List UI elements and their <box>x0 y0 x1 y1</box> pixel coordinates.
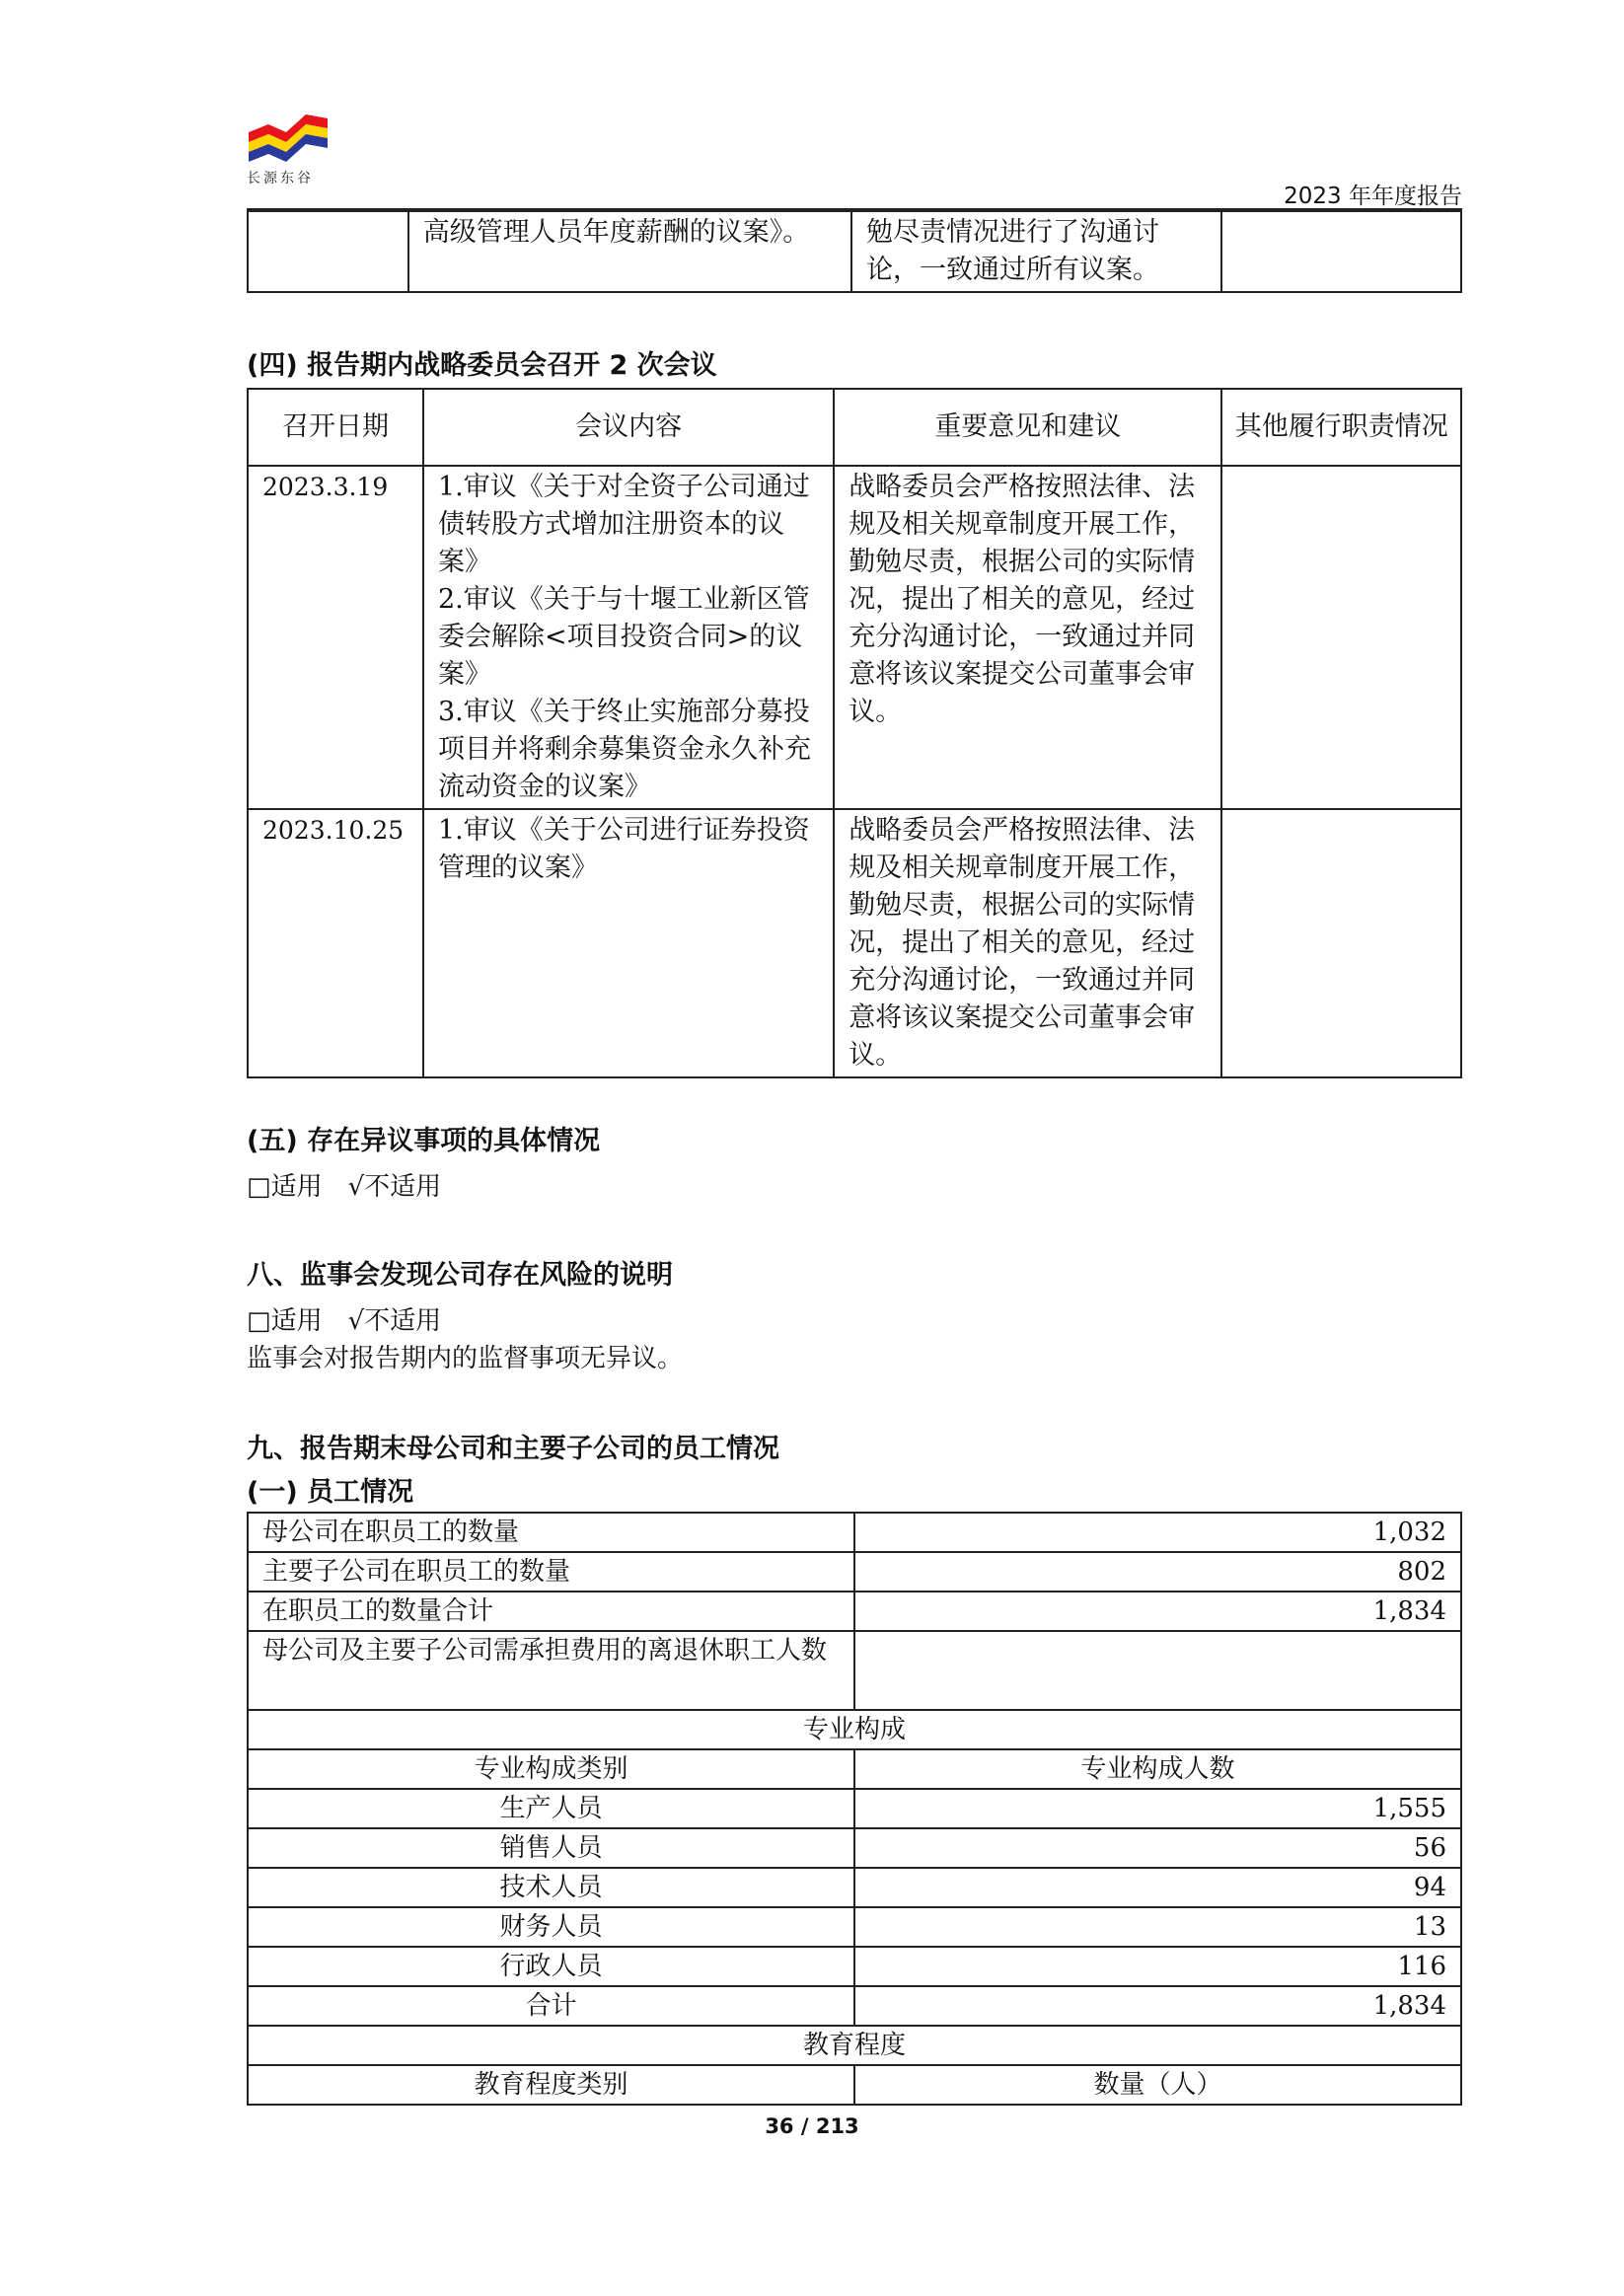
education-title: 教育程度 <box>248 2026 1461 2065</box>
supervisor-text: 监事会对报告期内的监督事项无异议。 <box>247 1344 684 1373</box>
column-header: 专业构成人数 <box>854 1749 1461 1789</box>
table-row <box>248 1592 1461 1631</box>
supervisor-heading: 八、监事会发现公司存在风险的说明 <box>247 1260 673 1291</box>
row-value: 1,032 <box>854 1513 1461 1552</box>
row-label: 生产人员 <box>248 1789 854 1828</box>
meeting-content: 1.审议《关于公司进行证券投资管理的议案》 <box>423 809 834 1077</box>
row-value: 94 <box>854 1868 1461 1907</box>
row-value: 116 <box>854 1947 1461 1986</box>
row-label: 主要子公司在职员工的数量 <box>248 1552 854 1592</box>
meeting-date: 2023.3.19 <box>248 466 423 809</box>
row-label: 财务人员 <box>248 1907 854 1947</box>
table-row <box>248 1907 1461 1947</box>
employee-heading: 九、报告期末母公司和主要子公司的员工情况 <box>247 1434 779 1464</box>
row-label: 在职员工的数量合计 <box>248 1592 854 1631</box>
table-header-row <box>248 389 1461 466</box>
table-row <box>248 1986 1461 2026</box>
objection-options: □适用 √不适用 <box>247 1172 442 1202</box>
professional-title: 专业构成 <box>248 1710 1461 1749</box>
table-row <box>248 1710 1461 1749</box>
table-row <box>248 1552 1461 1592</box>
meeting-opinion: 战略委员会严格按照法律、法规及相关规章制度开展工作，勤勉尽责，根据公司的实际情况，提出了相关的意见，经过充分沟通讨论，一致通过并同意将该议案提交公司董事会审议。 <box>834 466 1221 809</box>
column-header: 数量（人） <box>854 2065 1461 2105</box>
table-row <box>248 466 1461 809</box>
row-label: 销售人员 <box>248 1828 854 1868</box>
column-header: 其他履行职责情况 <box>1221 389 1461 466</box>
column-header: 教育程度类别 <box>248 2065 854 2105</box>
employee-table <box>247 1512 1462 2106</box>
row-value: 802 <box>854 1552 1461 1592</box>
table-cell: 高级管理人员年度薪酬的议案》。 <box>408 211 851 292</box>
table-header-row <box>248 2065 1461 2105</box>
meeting-opinion: 战略委员会严格按照法律、法规及相关规章制度开展工作，勤勉尽责，根据公司的实际情况，提出了相关的意见，经过充分沟通讨论，一致通过并同意将该议案提交公司董事会审议。 <box>834 809 1221 1077</box>
row-label: 母公司及主要子公司需承担费用的离退休职工人数 <box>248 1631 854 1710</box>
column-header: 会议内容 <box>423 389 834 466</box>
table-row <box>248 1513 1461 1552</box>
table-row <box>248 1947 1461 1986</box>
strategy-heading: (四) 报告期内战略委员会召开 2 次会议 <box>247 350 717 381</box>
employee-subheading: (一) 员工情况 <box>247 1477 414 1508</box>
objection-heading: (五) 存在异议事项的具体情况 <box>247 1126 601 1156</box>
meeting-content: 1.审议《关于对全资子公司通过债转股方式增加注册资本的议案》 2.审议《关于与十堰工业新区管委会解除<项目投资合同>的议案》 3.审议《关于终止实施部分募投项目并将剩余募集资金永久补充流动资金的议案》 <box>423 466 834 809</box>
row-value <box>854 1631 1461 1710</box>
company-logo <box>247 111 332 187</box>
row-label: 母公司在职员工的数量 <box>248 1513 854 1552</box>
meeting-other <box>1221 809 1461 1077</box>
table-row <box>248 1789 1461 1828</box>
logo-text: 长源东谷 <box>247 171 314 186</box>
page-number: 36 / 213 <box>765 2114 859 2138</box>
meeting-date: 2023.10.25 <box>248 809 423 1077</box>
table-cell <box>1221 211 1461 292</box>
table-cell: 勉尽责情况进行了沟通讨论，一致通过所有议案。 <box>851 211 1221 292</box>
row-label: 技术人员 <box>248 1868 854 1907</box>
strategy-meetings-table <box>247 388 1462 1078</box>
table-row <box>248 1868 1461 1907</box>
row-label: 行政人员 <box>248 1947 854 1986</box>
continuation-table <box>247 210 1462 293</box>
supervisor-options: □适用 √不适用 <box>247 1306 442 1336</box>
row-value: 13 <box>854 1907 1461 1947</box>
row-label: 合计 <box>248 1986 854 2026</box>
table-row <box>248 211 1461 292</box>
table-header-row <box>248 1749 1461 1789</box>
row-value: 1,834 <box>854 1592 1461 1631</box>
table-row <box>248 2026 1461 2065</box>
column-header: 召开日期 <box>248 389 423 466</box>
meeting-other <box>1221 466 1461 809</box>
row-value: 56 <box>854 1828 1461 1868</box>
report-title: 2023 年年度报告 <box>1284 184 1462 209</box>
logo-stripes-icon <box>247 111 330 166</box>
table-row <box>248 1828 1461 1868</box>
row-value: 1,555 <box>854 1789 1461 1828</box>
row-value: 1,834 <box>854 1986 1461 2026</box>
column-header: 重要意见和建议 <box>834 389 1221 466</box>
table-row <box>248 809 1461 1077</box>
table-row <box>248 1631 1461 1710</box>
column-header: 专业构成类别 <box>248 1749 854 1789</box>
table-cell <box>248 211 408 292</box>
